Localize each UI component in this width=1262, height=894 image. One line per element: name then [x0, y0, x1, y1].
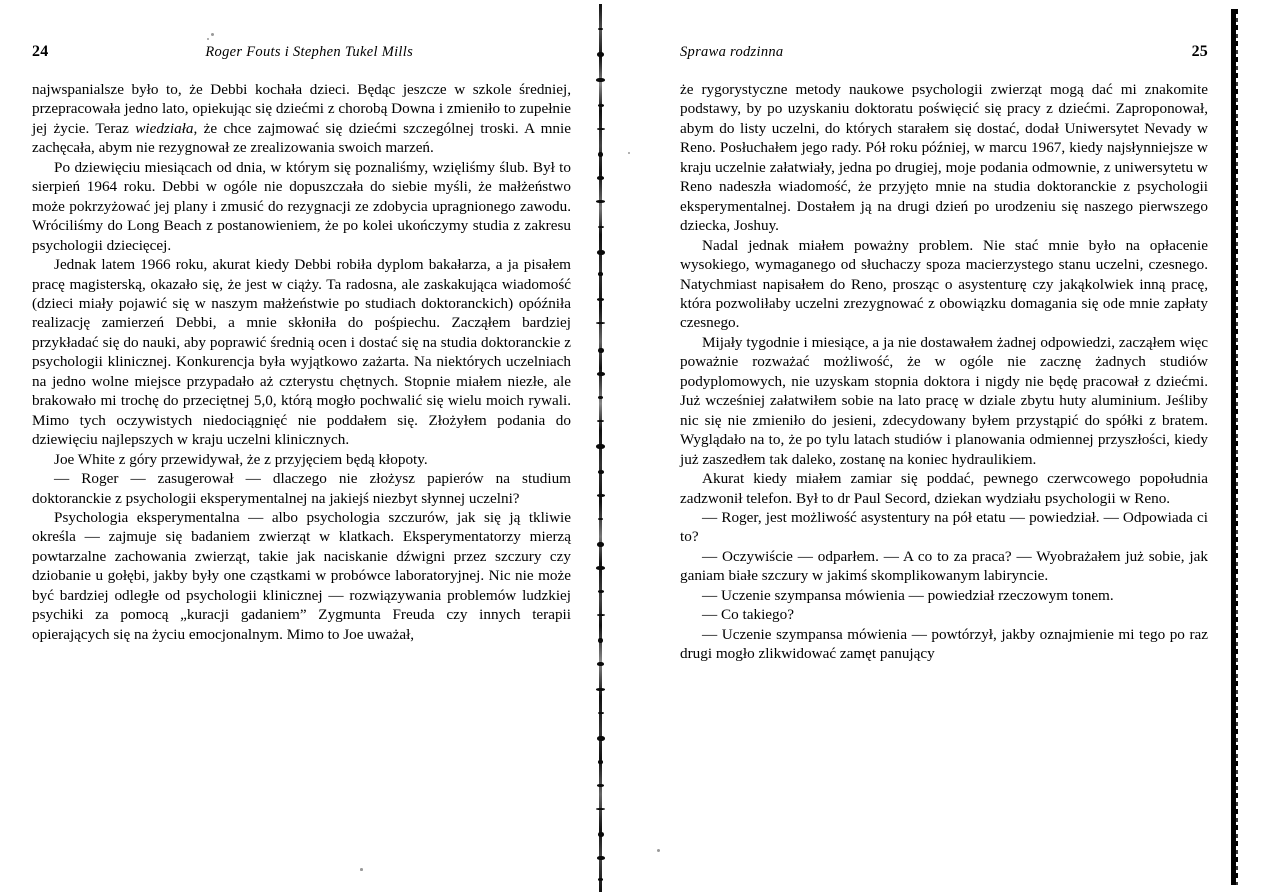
gutter-speck	[598, 348, 604, 353]
emphasis-text: wiedziała	[135, 119, 194, 137]
body-text: — Roger — zasugerował — dlaczego nie złożysz papierów na studium doktoranckie z psychologii eksperymentalnej na jakiejś niezbyt słynnej uczelni?	[32, 470, 571, 507]
gutter-speck	[598, 638, 603, 643]
paragraph	[32, 508, 571, 644]
paragraph	[680, 547, 1208, 586]
gutter-speck	[598, 878, 603, 881]
paper-speck	[360, 868, 363, 871]
gutter-speck	[597, 176, 604, 180]
gutter-speck	[597, 856, 605, 860]
left-page-folio: 24	[32, 43, 49, 60]
paragraph	[680, 469, 1208, 508]
right-page-folio: 25	[1191, 43, 1208, 60]
body-text: Joe White z góry przewidywał, że z przyjęciem będą kłopoty.	[54, 450, 428, 468]
left-page	[0, 0, 600, 894]
body-text: Nadal jednak miałem poważny problem. Nie stać mnie było na opłacenie wysokiego, wymaganego od słuchaczy spoza macierzystego stanu uczelni, czesnego. Natychmiast napisałem do Reno, prosząc o asystenturę czy jakąkolwiek inną pracę, która pozwoliłaby uczelni zrezygnować z obowiązku domagania się ode mnie zapłaty czesnego.	[680, 236, 1208, 332]
paper-speck	[211, 33, 214, 36]
left-running-head	[32, 41, 570, 63]
body-text: — Oczywiście — odparłem. — A co to za praca? — Wyobrażałem już sobie, jak ganiam białe szczury w jakimś skomplikowanym labiryncie.	[680, 547, 1208, 585]
gutter-speck	[596, 688, 605, 691]
paragraph	[680, 586, 1208, 605]
gutter-speck	[598, 832, 604, 837]
gutter-speck	[598, 760, 603, 764]
gutter-speck	[597, 372, 605, 376]
gutter-speck	[596, 444, 605, 449]
paper-speck	[628, 152, 630, 154]
paragraph	[32, 158, 571, 255]
paragraph	[680, 80, 1208, 236]
gutter-speck	[596, 322, 605, 324]
gutter-speck	[596, 200, 605, 203]
gutter-speck	[596, 78, 605, 82]
gutter-speck	[597, 250, 605, 255]
right-page-text-column	[680, 80, 1208, 664]
paragraph	[680, 333, 1208, 469]
body-text: Akurat kiedy miałem zamiar się poddać, pewnego czerwcowego popołudnia zadzwonił telefon. Był to dr Paul Secord, dziekan wydziału psychologii w Reno.	[680, 470, 1208, 507]
gutter-speck	[598, 712, 604, 714]
left-page-text-column	[32, 80, 571, 644]
gutter-speck	[598, 272, 603, 276]
body-text: że rygorystyczne metody naukowe psychologii zwierząt mogą dać mi znakomite podstawy, by po uzyskaniu doktoratu poświęcić się pracy z dziećmi. Zaproponował, abym do listy uczelni, do których starałem się dostać, dodał Uniwersytet Nevady w Reno. Posłuchałem jego rady. Pół roku później, w marcu 1967, kiedy najsłynniejsze w kraju uczelnie załatwiały, jedna po drugiej, moje podania odmownie, z uniwersytetu w Reno nadeszła wiadomość, że przyjęto mnie na studia doktoranckie z psychologii eksperymentalnej. Dostałem ją na drugi dzień po urodzeniu się naszego pierwszego dziecka, Joshuy.	[680, 81, 1208, 235]
gutter-speck	[597, 736, 605, 741]
page-edge-fringe	[1236, 9, 1238, 885]
gutter-speck	[598, 152, 603, 157]
body-text: Jednak latem 1966 roku, akurat kiedy Debbi robiła dyplom bakałarza, a ja pisałem pracę magisterską, okazało się, że jest w ciąży. Ta radosna, ale zaskakująca wiadomość (dzieci miały pojawić się w naszym małżeństwie po studiach doktoranckich) opóźniła realizację zamierzeń Debbi, a mnie skłoniła do pośpiechu. Zacząłem bardziej przykładać się do nauki, aby poprawić średnią ocen i dostać się na studia doktoranckie z psychologii klinicznej. Konkurencja była wyjątkowo zażarta. Na niektórych uczelniach na jedno wolne miejsce przypadało aż czterystu chętnych. Stopnie miałem niezłe, ale brakowało mi trochę do przeciętnej 5,0, którą mogło pochwalić się wielu moich rywali. Mimo tych oczywistych niedociągnięć nie poddałem się. Złożyłem podania do dziewięciu najlepszych w kraju uczelni klinicznych.	[32, 256, 571, 449]
gutter-speck	[598, 226, 604, 228]
body-text: Psychologia eksperymentalna — albo psychologia szczurów, jak się ją tkliwie określa — zajmuje się badaniem zwierząt w klatkach. Eksperymentatorzy mierzą powtarzalne zachowania zwierząt, takie jak naciskanie dźwigni przez szczury czy dziobanie u gołębi, jakby były one cząstkami w probówce laboratoryjnej. Nic nie może być bardziej odległe od psychologii klinicznej — rozwiązywania problemów ludzkiej psychiki za pomocą „kuracji gadaniem” Zygmunta Freuda czy innych terapii opierających się na życiu emocjonalnym. Mimo to Joe uważał,	[32, 508, 571, 643]
gutter-speck	[598, 470, 604, 474]
paragraph	[680, 508, 1208, 547]
gutter-speck	[598, 518, 603, 520]
body-text: najwspanialsze było to, że Debbi kochała dzieci. Będąc jeszcze w szkole średniej, przepracowała jedno lato, opiekując się dziećmi z chorobą Downa i zmieniło to zupełnie jej życie. Teraz	[32, 81, 571, 137]
body-text: Po dziewięciu miesiącach od dnia, w którym się poznaliśmy, wzięliśmy ślub. Był to sierpień 1964 roku. Debbi w ogóle nie dopuszczała do siebie myśli, że małżeństwo może pokrzyżować jej plany i zmusić do rezygnacji ze zdobycia upragnionego zawodu. Wróciliśmy do Long Beach z postanowieniem, że po kolei ukończymy studia z zakresu psychologii dziecięcej.	[32, 158, 571, 254]
gutter-speck	[598, 28, 603, 30]
right-running-title: Sprawa rodzinna	[680, 44, 784, 60]
gutter-speck	[597, 298, 604, 301]
paragraph	[32, 450, 571, 469]
gutter-speck	[596, 566, 605, 570]
body-text: Mijały tygodnie i miesiące, a ja nie dostawałem żadnej odpowiedzi, zacząłem więc poważnie rozważać możliwość, że w ogóle nie zacznę żadnych studiów podyplomowych, nie uzyskam stopnia doktora i nigdy nie będę pracował z dziećmi. Już wcześniej załatwiłem sobie na lato pracę w dziale zbytu huty aluminium. Jeśliby nic się nie zmieniło do jesieni, zdecydowany byłem przystąpić do spółki z bratem. Wyglądało na to, że po tylu latach studiów i planowania odmiennej przyszłości, kiedy już zaszedłem tak daleko, zostanę na koniec hydraulikiem.	[680, 333, 1208, 468]
paragraph	[32, 469, 571, 508]
gutter-speck	[597, 420, 604, 422]
gutter-speck	[597, 662, 604, 666]
body-text: — Uczenie szympansa mówienia — powtórzył, jakby oznajmienie mi tego po raz drugi mogło zlikwidować zamęt panujący	[680, 625, 1208, 663]
gutter-speck	[598, 396, 603, 399]
gutter-speck	[597, 494, 605, 497]
gutter-speck	[597, 614, 605, 616]
paragraph	[680, 625, 1208, 664]
gutter-speck	[598, 590, 604, 593]
paragraph	[32, 80, 571, 158]
paragraph	[680, 236, 1208, 333]
body-text: , że chce zajmować się dziećmi szczególnej troski. A mnie zachęcała, abym nie rezygnował ze zrealizowania swoich marzeń.	[32, 119, 571, 157]
body-text: — Uczenie szympansa mówienia — powiedział rzeczowym tonem.	[702, 586, 1114, 604]
right-page	[662, 0, 1262, 894]
paper-speck	[207, 38, 209, 40]
gutter-speck	[598, 104, 604, 107]
left-running-title: Roger Fouts i Stephen Tukel Mills	[205, 44, 414, 60]
paragraph	[680, 605, 1208, 624]
gutter-speck	[597, 784, 604, 787]
paper-speck	[657, 849, 660, 852]
paragraph	[32, 255, 571, 450]
gutter-speck	[597, 128, 605, 130]
gutter-speck	[597, 52, 604, 57]
gutter-speck	[596, 808, 605, 810]
body-text: — Roger, jest możliwość asystentury na pół etatu — powiedział. — Odpowiada ci to?	[680, 508, 1208, 546]
right-running-head	[680, 41, 1208, 63]
book-gutter-shadow-line	[599, 4, 602, 892]
body-text: — Co takiego?	[702, 606, 794, 624]
gutter-speck	[597, 542, 604, 547]
